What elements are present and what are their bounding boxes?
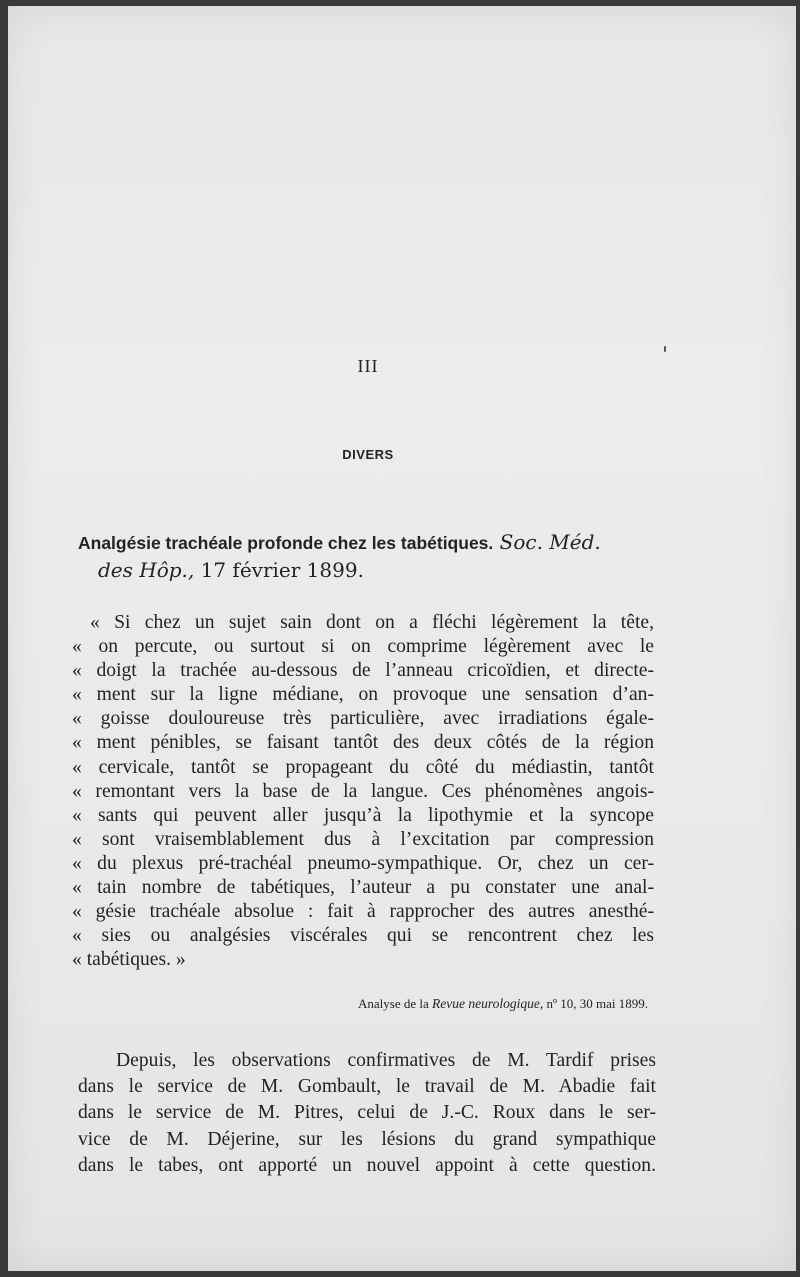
quote-line: « ment pénibles, se faisant tantôt des deux côtés de la région: [72, 732, 654, 754]
source-prefix: Analyse de la: [357, 996, 429, 1011]
journal-abbrev: Soc. Méd.: [499, 530, 601, 554]
source-citation: [8, 996, 648, 1012]
paragraph-line: Depuis, les observations confirmatives de M. Tardif prises: [116, 1050, 656, 1071]
article-heading: [78, 529, 678, 584]
body-paragraph: [78, 1048, 656, 1179]
section-number: III: [357, 356, 379, 376]
quote-line: « tain nombre de tabétiques, l’auteur a pu constater une anal-: [72, 877, 654, 899]
quote-block: [72, 611, 654, 972]
section-title: DIVERS: [342, 447, 394, 462]
quote-line: « ment sur la ligne médiane, on provoque une sensation d’an-: [72, 684, 654, 706]
source-suffix: nº 10, 30 mai 1899.: [546, 996, 648, 1011]
paragraph-line: dans le service de M. Gombault, le travail de M. Abadie fait: [78, 1076, 656, 1098]
source-journal: Revue neurologique,: [432, 996, 544, 1011]
quote-line: « goisse douloureuse très particulière, avec irradiations égale-: [72, 708, 654, 730]
quote-line: « on percute, ou surtout si on comprime légèrement avec le: [72, 636, 654, 658]
ink-speck: [664, 346, 666, 352]
paragraph-line: dans le tabes, ont apporté un nouvel appoint à cette question.: [78, 1154, 656, 1176]
journal-abbrev-cont: des Hôp.,: [98, 558, 195, 582]
article-title: Analgésie trachéale profonde chez les tabétiques.: [78, 533, 494, 553]
quote-line: « du plexus pré-trachéal pneumo-sympathique. Or, chez un cer-: [72, 852, 654, 874]
paragraph-line: dans le service de M. Pitres, celui de J.-C. Roux dans le ser-: [78, 1102, 656, 1124]
heading-line-2: [78, 557, 678, 584]
quote-line: « sants qui peuvent aller jusqu’à la lipothymie et la syncope: [72, 804, 654, 826]
quote-line: « sont vraisemblablement dus à l’excitation par compression: [72, 828, 654, 850]
article-date: 17 février 1899.: [200, 558, 364, 582]
book-page: [8, 6, 796, 1271]
quote-line: « cervicale, tantôt se propageant du côté du médiastin, tantôt: [72, 756, 654, 778]
quote-line: « doigt la trachée au-dessous de l’anneau cricoïdien, et directe-: [72, 660, 654, 682]
quote-line: « Si chez un sujet sain dont on a fléchi légèrement la tête,: [90, 612, 654, 633]
quote-line: « remontant vers la base de la langue. Ces phénomènes angois-: [72, 780, 654, 802]
quote-line: « gésie trachéale absolue : fait à rapprocher des autres anesthé-: [72, 901, 654, 923]
quote-line: « sies ou analgésies viscérales qui se rencontrent chez les: [72, 925, 654, 947]
quote-line: « tabétiques. »: [72, 949, 186, 971]
paragraph-line: vice de M. Déjerine, sur les lésions du grand sympathique: [78, 1128, 656, 1150]
